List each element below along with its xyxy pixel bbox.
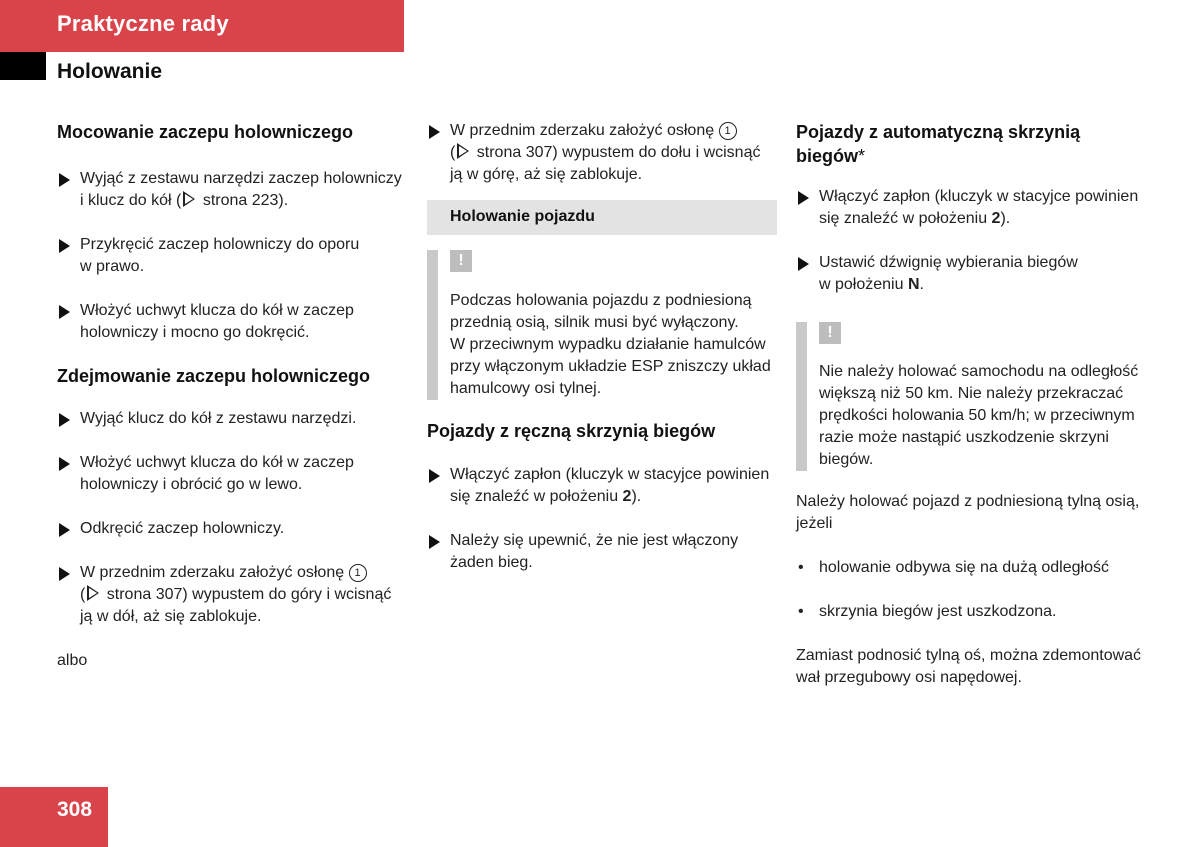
- page-reference-arrow-icon: [183, 191, 195, 207]
- page-number: 308: [0, 787, 108, 847]
- step-ignition-manual: Włączyć zapłon (kluczyk w stacyjce powinien się znaleźć w położeniu 2).: [427, 464, 777, 508]
- step-insert-wrench: Włożyć uchwyt klucza do kół w zaczep holowniczy i mocno go dokręcić.: [57, 300, 407, 344]
- page-title: Holowanie: [57, 60, 163, 83]
- section-tab: [0, 0, 404, 52]
- step-screw-hook: Przykręcić zaczep holowniczy do oporu w prawo.: [57, 234, 407, 278]
- list-item: • holowanie odbywa się na dużą odległość: [796, 557, 1148, 579]
- section-marker: [0, 52, 46, 80]
- heading-manual-gearbox: Pojazdy z ręczną skrzynią biegów: [427, 421, 716, 441]
- step-selector-lever: Ustawić dźwignię wybierania biegów w położeniu N.: [796, 252, 1148, 296]
- list-item: • skrzynia biegów jest uszkodzona.: [796, 601, 1148, 623]
- or-text: albo: [57, 652, 88, 669]
- section-title: Praktyczne rady: [57, 11, 229, 36]
- column-left: [57, 120, 407, 672]
- step-check-neutral: Należy się upewnić, że nie jest włączony żaden bieg.: [427, 530, 777, 574]
- paragraph-rear-axle: Należy holować pojazd z podniesioną tylną osią, jeżeli: [796, 493, 1140, 532]
- heading-remove-hook: Zdejmowanie zaczepu holowniczego: [57, 366, 371, 386]
- page-reference-arrow-icon: [457, 143, 469, 159]
- step-fit-cover-up: W przednim zderzaku założyć osłonę 1 ( strona 307) wypustem do góry i wcisnąć ją w dół, aż się zablokuje.: [57, 562, 407, 628]
- step-remove-hook-from-kit: Wyjąć z zestawu narzędzi zaczep holowniczy i klucz do kół ( strona 223).: [57, 168, 407, 212]
- step-fit-cover-down: W przednim zderzaku założyć osłonę 1 ( strona 307) wypustem do dołu i wcisnąć ją w górę, aż się zablokuje.: [427, 120, 777, 186]
- warning-icon: !: [819, 322, 841, 344]
- step-take-wrench: Wyjąć klucz do kół z zestawu narzędzi.: [57, 408, 407, 430]
- heading-mount-hook: Mocowanie zaczepu holowniczego: [57, 122, 354, 142]
- heading-towing-vehicle: Holowanie pojazdu: [427, 200, 777, 235]
- warning-note-distance: ! Nie należy holować samochodu na odległość większą niż 50 km. Nie należy przekraczać prędkości holowania 50 km/h; w przeciwnym razie może nastąpić uszkodzenie skrzyni biegów.: [796, 322, 1148, 471]
- footnote-star: *: [858, 146, 866, 166]
- callout-number-icon: 1: [349, 564, 367, 582]
- step-turn-left: Włożyć uchwyt klucza do kół w zaczep holowniczy i obrócić go w lewo.: [57, 452, 407, 496]
- warning-icon: !: [450, 250, 472, 272]
- paragraph-drive-shaft: Zamiast podnosić tylną oś, można zdemontować wał przegubowy osi napędowej.: [796, 647, 1142, 686]
- heading-automatic-gearbox: Pojazdy z automatyczną skrzynią biegów*: [796, 122, 1081, 166]
- column-right: [796, 120, 1148, 689]
- page-reference-arrow-icon: [87, 585, 99, 601]
- callout-number-icon: 1: [719, 122, 737, 140]
- warning-note-front-axle: ! Podczas holowania pojazdu z podniesioną przednią osią, silnik musi być wyłączony. W przeciwnym wypadku działanie hamulców przy włączonym układzie ESP zniszczy układ hamulcowy osi tylnej.: [427, 250, 777, 400]
- step-ignition-automatic: Włączyć zapłon (kluczyk w stacyjce powinien się znaleźć w położeniu 2).: [796, 186, 1148, 230]
- column-middle: [427, 120, 777, 574]
- step-unscrew-hook: Odkręcić zaczep holowniczy.: [57, 518, 407, 540]
